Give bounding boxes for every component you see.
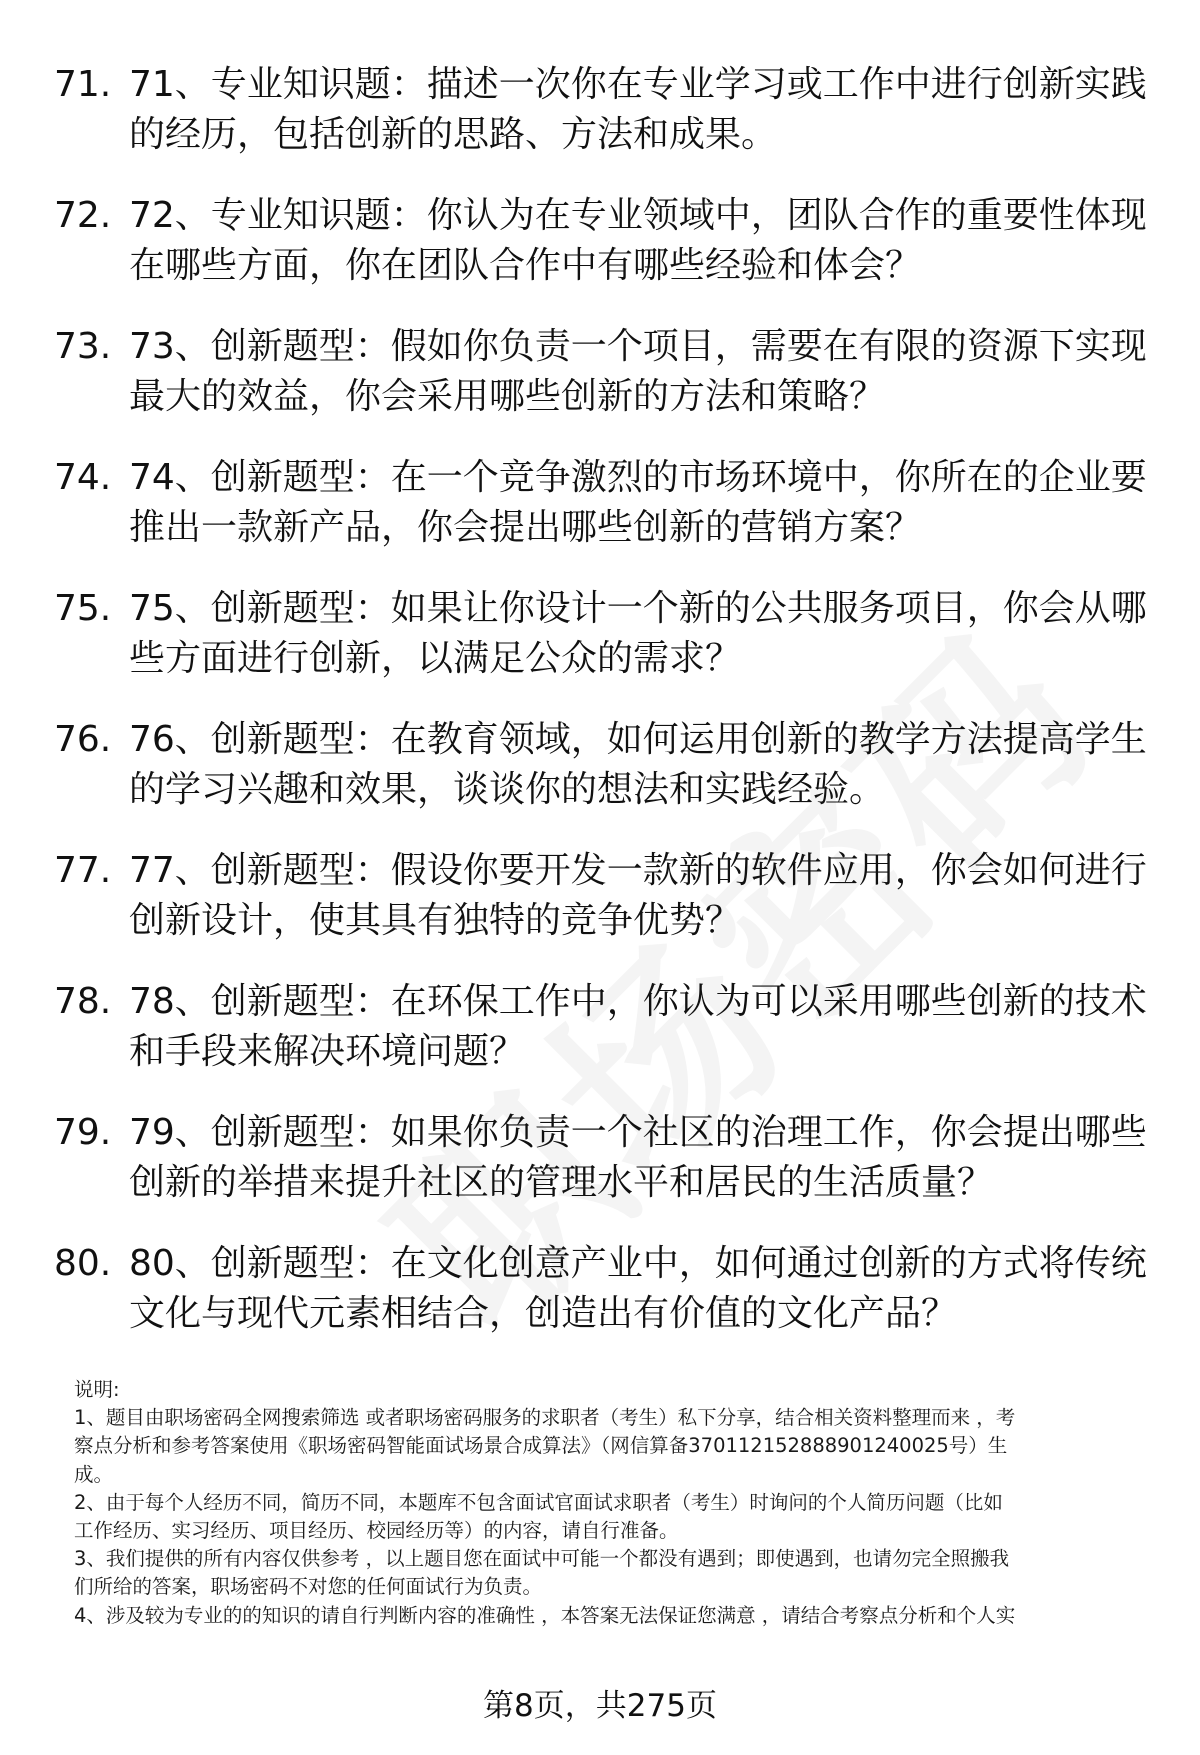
question-number: 73. [54,326,112,367]
question-item [0,322,1200,453]
question-text: 75、创新题型：如果让你设计一个新的公共服务项目，你会从哪 些方面进行创新，以满足公众的需求？ [129,588,1147,679]
note-item: 4、涉及较为专业的的知识的请自行判断内容的准确性 ，本答案无法保证您满意 ，请结合考察点分析和个人实 [74,1603,1016,1627]
question-item [0,191,1200,322]
question-item [0,846,1200,977]
question-text: 72、专业知识题：你认为在专业领域中，团队合作的重要性体现 在哪些方面，你在团队合作中有哪些经验和体会？ [129,195,1147,286]
question-text: 77、创新题型：假设你要开发一款新的软件应用，你会如何进行 创新设计，使其具有独特的竞争优势？ [129,850,1147,941]
question-text: 80、创新题型：在文化创意产业中，如何通过创新的方式将传统 文化与现代元素相结合，创造出有价值的文化产品？ [129,1243,1147,1334]
question-number: 71. [54,64,112,105]
question-number: 75. [54,588,112,629]
question-item [0,1239,1200,1370]
note-item: 2、由于每个人经历不同，简历不同，本题库不包含面试官面试求职者（考生）时询问的个人简历问题（比如 工作经历、实习经历、项目经历、校园经历等）的内容，请自行准备。 [74,1490,1003,1543]
question-number: 78. [54,981,112,1022]
question-item [0,1108,1200,1239]
question-text: 73、创新题型：假如你负责一个项目，需要在有限的资源下实现 最大的效益，你会采用哪些创新的方法和策略？ [129,326,1147,417]
question-text: 78、创新题型：在环保工作中，你认为可以采用哪些创新的技术 和手段来解决环境问题？ [129,981,1147,1072]
question-item [0,584,1200,715]
question-item [0,977,1200,1108]
page-number: 第8页，共275页 [483,1688,717,1724]
question-number: 79. [54,1112,112,1153]
note-item: 3、我们提供的所有内容仅供参考 ，以上题目您在面试中可能一个都没有遇到；即使遇到，也请勿完全照搬我 们所给的答案，职场密码不对您的任何面试行为负责。 [74,1547,1010,1599]
question-text: 74、创新题型：在一个竞争激烈的市场环境中，你所在的企业要 推出一款新产品，你会提出哪些创新的营销方案？ [129,457,1147,548]
question-text: 76、创新题型：在教育领域，如何运用创新的教学方法提高学生 的学习兴趣和效果，谈谈你的想法和实践经验。 [129,719,1147,810]
notes-heading: 说明: [74,1378,120,1401]
question-text: 79、创新题型：如果你负责一个社区的治理工作，你会提出哪些 创新的举措来提升社区的管理水平和居民的生活质量？ [129,1112,1147,1203]
question-item [0,715,1200,846]
note-item: 1、题目由职场密码全网搜索筛选 或者职场密码服务的求职者（考生）私下分享，结合相关资料整理而来 ，考 察点分析和参考答案使用《职场密码智能面试场景合成算法》（网信算备370112152888901240025号）生 成。 [74,1406,1016,1486]
question-number: 77. [54,850,112,891]
notes-section [74,1376,1156,1630]
question-item [0,60,1200,191]
question-item [0,453,1200,584]
question-text: 71、专业知识题：描述一次你在专业学习或工作中进行创新实践 的经历，包括创新的思路、方法和成果。 [129,64,1147,155]
question-number: 76. [54,719,112,760]
question-list [0,60,1200,1370]
question-number: 80. [54,1243,112,1284]
question-number: 74. [54,457,112,498]
question-number: 72. [54,195,112,236]
